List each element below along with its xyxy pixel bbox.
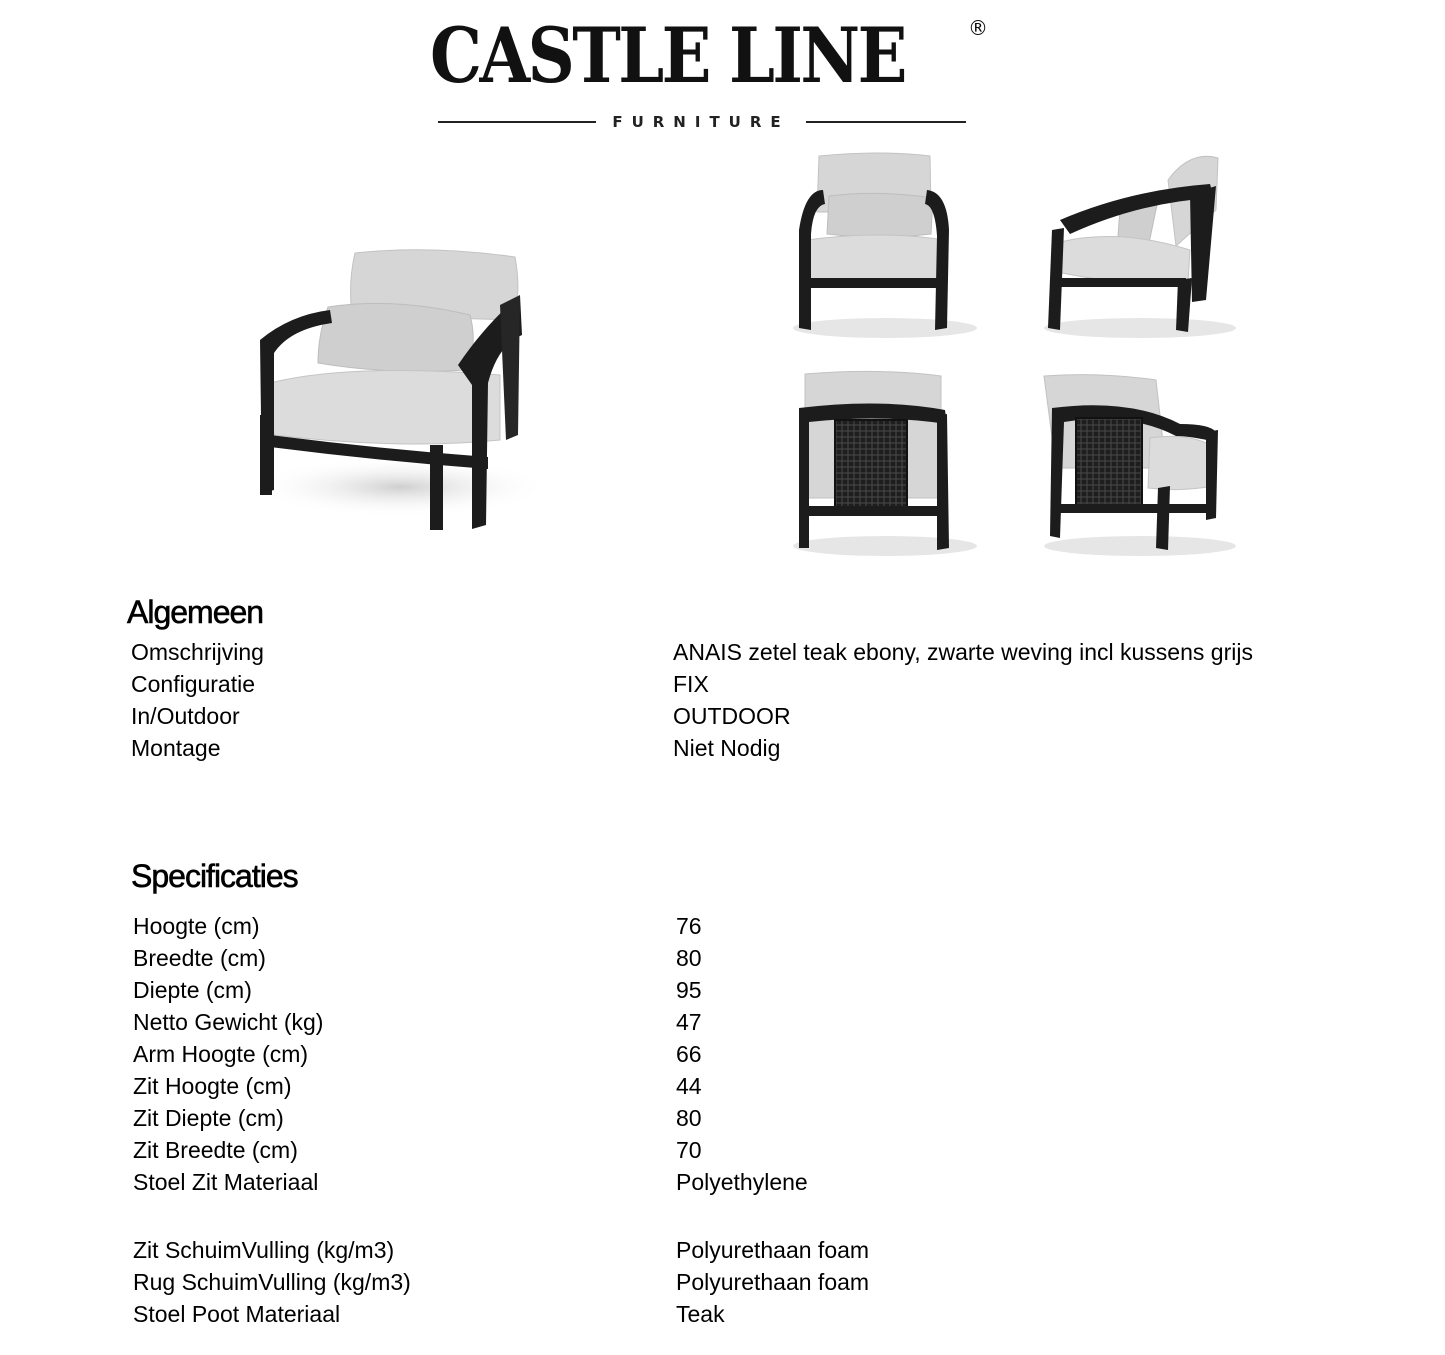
general-value: FIX <box>673 671 709 697</box>
section-title-general: Algemeen <box>127 594 264 630</box>
brand-subtitle: FURNITURE <box>612 113 790 131</box>
spec-label: Zit Hoogte (cm) <box>133 1073 292 1099</box>
product-image-side <box>1030 150 1240 340</box>
spec-value: 47 <box>676 1009 702 1035</box>
spec-label: Netto Gewicht (kg) <box>133 1009 324 1035</box>
spec-label: Arm Hoogte (cm) <box>133 1041 309 1067</box>
brand-logo <box>430 8 1000 138</box>
logo-rule-left <box>438 121 596 123</box>
spec-label: Diepte (cm) <box>133 977 252 1003</box>
product-image-front <box>785 150 985 340</box>
product-image-back-angle <box>1030 368 1240 558</box>
spec-label: Zit Diepte (cm) <box>133 1105 284 1131</box>
general-label: In/Outdoor <box>131 703 240 729</box>
product-image-main <box>230 235 570 545</box>
spec-value: 76 <box>676 913 702 939</box>
spec-label: Zit Breedte (cm) <box>133 1137 298 1163</box>
spec-label: Stoel Poot Materiaal <box>133 1301 341 1327</box>
spec-value: 44 <box>676 1073 702 1099</box>
general-value: OUTDOOR <box>673 703 791 729</box>
section-title-specs: Specificaties <box>131 858 298 894</box>
registered-mark: ® <box>968 16 988 40</box>
logo-rule-right <box>806 121 966 123</box>
general-value: Niet Nodig <box>673 735 781 761</box>
general-value: ANAIS zetel teak ebony, zwarte weving incl kussens grijs <box>673 639 1253 665</box>
brand-name: CASTLE LINE <box>430 11 905 100</box>
general-label: Omschrijving <box>131 639 264 665</box>
general-label: Configuratie <box>131 671 256 697</box>
general-label: Montage <box>131 735 221 761</box>
spec-value: 80 <box>676 1105 702 1131</box>
spec-value: 70 <box>676 1137 702 1163</box>
spec-label: Zit SchuimVulling (kg/m3) <box>133 1237 395 1263</box>
spec-label: Stoel Zit Materiaal <box>133 1169 319 1195</box>
spec-value: 95 <box>676 977 702 1003</box>
spec-value: Polyethylene <box>676 1169 808 1195</box>
spec-value: Teak <box>676 1301 725 1327</box>
spec-value: Polyurethaan foam <box>676 1269 870 1295</box>
spec-value: 66 <box>676 1041 702 1067</box>
product-image-back <box>785 368 985 558</box>
spec-value: 80 <box>676 945 702 971</box>
spec-label: Hoogte (cm) <box>133 913 260 939</box>
spec-value: Polyurethaan foam <box>676 1237 870 1263</box>
spec-label: Rug SchuimVulling (kg/m3) <box>133 1269 411 1295</box>
spec-label: Breedte (cm) <box>133 945 266 971</box>
